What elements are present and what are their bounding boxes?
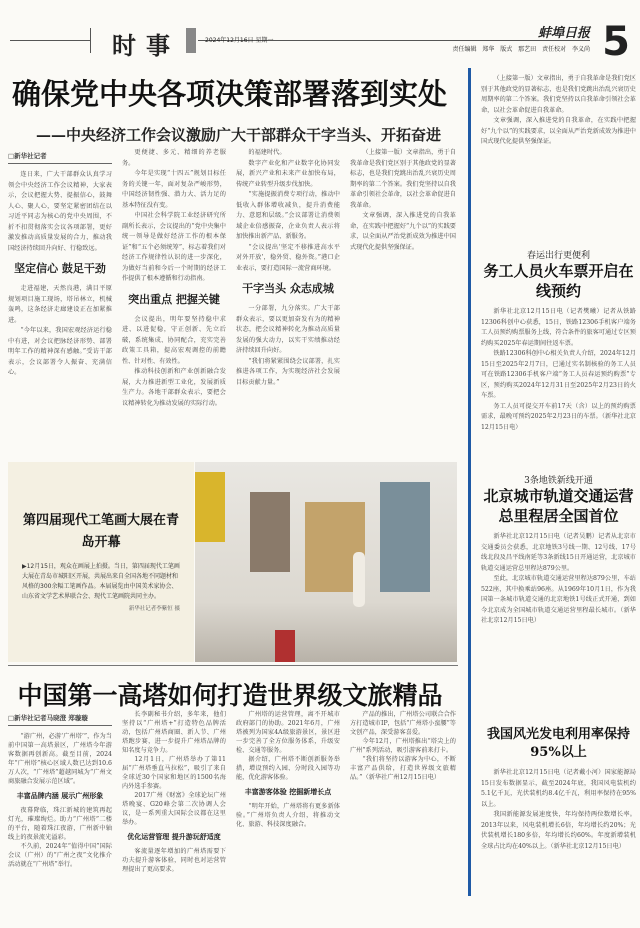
lead-subheading-1: 坚定信心 鼓足干劲 bbox=[14, 262, 106, 275]
header-rule-left bbox=[10, 40, 90, 41]
paragraph: 连日来，广大干部群众认真学习领会中央经济工作会议精神，大家表示，会议把握大势、提振信心，鼓舞人心、聚人心，要坚定紧密团结在以习近平同志为核心的党中央周围，不折不扣贯彻落实会议各项部署，更好激发推动高质量发展的合力，推动我国经济持续回升向好、行稳致远。 bbox=[8, 171, 112, 252]
painting bbox=[195, 472, 225, 542]
lead-column-3 bbox=[236, 148, 340, 458]
paragraph: 不久前，2024年“值得中国”国际会议（广州）的“广州之夜”文化推介活动就在“广州塔”举行。 bbox=[8, 843, 112, 868]
bottom-column-1 bbox=[8, 710, 112, 896]
feature-credit: 新华社记者李紫恒 摄 bbox=[128, 606, 180, 612]
metro-body bbox=[481, 532, 636, 718]
issue-date: 2024年12月16日 星期一 bbox=[205, 37, 274, 44]
paragraph: “我们将紧紧围绕会议部署，扎实推进各项工作，为实现经济社会发展目标贡献力量。” bbox=[236, 357, 340, 386]
painting bbox=[380, 482, 430, 592]
bottom-byline: □新华社记者马晓澄 郑璇璇 bbox=[8, 714, 112, 726]
lead-subheadline: ——中央经济工作会议激励广大干部群众干字当头、开拓奋进 bbox=[36, 126, 442, 144]
right-news-column bbox=[468, 68, 640, 896]
visitor-figure bbox=[353, 552, 365, 607]
paragraph: 2017广州《财富》全球论坛广州塔晚宴、G20峰会第二次协调人会议，是一系列重大国际会议都在这里举办。 bbox=[122, 792, 226, 826]
paragraph: 至此，北京城市轨道交通运营里程达879公里，车站522座，其中换乘站96座。从1969年10月1日，作为我国第一条城市轨道交通的北京地铁1号线正式开通，到如今北京成为全国城市轨道交通运营里程最长城市。（新华社北京12月15日电） bbox=[481, 575, 636, 624]
paragraph: 今年是实现“十四五”规划目标任务的关键一年，面对复杂严峻形势，中国经济韧性强、潜力大、活力足的基本特征没有变。 bbox=[122, 170, 226, 209]
paragraph: 铁路12306科创中心相关负责人介绍，2024年12月15日至2025年2月7日，已通过实名制核验的务工人员可在铁路12306手机客户端“务工人员春运预约购票”专区，预约购买2024年12月31日至2025年2月23日的火车票。 bbox=[481, 350, 636, 399]
newspaper-logo: 蚌埠日报 bbox=[537, 26, 590, 41]
lead-byline: □新华社记者 bbox=[8, 152, 112, 164]
energy-title: 我国风光发电利用率保持95%以上 bbox=[486, 727, 630, 760]
paragraph: 12月1日，广州塔举办了第11届“广州塔垂直马拉松”，吸引了来自全球近30个国家和地区的1500名海内外选手参赛。 bbox=[122, 756, 226, 790]
lead-subheading-3: 干字当头 众志成城 bbox=[242, 282, 334, 295]
lead-column-1 bbox=[8, 148, 112, 458]
paragraph: 新华社北京12月15日电（记者戴小河）国家能源局15日发布数据显示，截至2024年底，我国风电装机约5.1亿千瓦，光伏装机约8.4亿千瓦，利用率保持在95%以上。 bbox=[481, 769, 636, 808]
bottom-column-2 bbox=[122, 710, 226, 896]
lead-column-2 bbox=[122, 148, 226, 458]
header-tick bbox=[90, 28, 91, 53]
paragraph: 新华社北京12月15日电（记者樊曦）记者从铁路12306科创中心获悉，15日，铁路12306手机客户端务工人员预约购票服务上线，符合条件的旅客可通过专区预约购买2025年春运期间往返车票。 bbox=[481, 308, 636, 347]
paragraph: 夜幕降临，珠江新城的建筑再起灯光，璀璨绚烂。助力“广州塔”二楼的平台，随着珠江夜游，广州新中轴线上的夜景流光溢彩。 bbox=[8, 807, 112, 841]
paragraph: “会议提出‘坚定不移推进高水平对外开放’，稳外贸、稳外资。”港口企业表示，要打造国际一流营商环境。 bbox=[236, 243, 340, 272]
paragraph: 产品的推出，广州塔公司联合合作方打造城市IP，包括“广州塔小蛮腰”等文创产品，深受游客喜爱。 bbox=[350, 711, 456, 736]
feature-caption-box bbox=[8, 462, 194, 662]
paragraph: 文章强调，深入推进党的自我革命，在实践中把握好“九个以”的实践要求，以全面从严治党新成效为推进中国式现代化提供坚强保证。 bbox=[481, 117, 636, 145]
section-block bbox=[186, 28, 196, 53]
train-kicker: 春运出行更便利 bbox=[526, 251, 590, 261]
paragraph: 我国新能源发展速度快，年均保持两位数增长率。2013年以来，风电装机增长6倍，年均增长约20%；光伏装机增长180多倍，年均增长约60%。年度新增装机全球占比均在40%以上。（新华社北京12月15日电） bbox=[481, 811, 636, 850]
bottom-subheading-2: 优化运营管理 提升游玩舒适度 bbox=[127, 832, 221, 841]
bottom-column-3 bbox=[236, 710, 340, 896]
paragraph: 会议提出，明年要坚持稳中求进、以进促稳，守正创新、先立后破，系统集成、协同配合，充实完善政策工具箱，提高宏观调控的前瞻性、针对性、有效性。 bbox=[122, 315, 226, 365]
paragraph: “实施提振消费专项行动，推动中低收入群体增收减负，提升消费能力、意愿和层级。”会议部署让消费领域企业倍感振奋，企业负责人表示将加快推出新产品、新服务。 bbox=[236, 191, 340, 240]
lead-continuation bbox=[481, 74, 636, 240]
paragraph: 客流量逐年增加的广州塔需要下功夫提升游客体验，同时也对运营管理提出了更高要求。 bbox=[122, 848, 226, 873]
paragraph: （上接第一版）文章指出，勇于自我革命是我们党区别于其他政党的显著标志，也是我们党跳出治乱兴衰历史周期率的第二个答案。我们党坚持以自我革命引领社会革命，以社会革命促进自我革命。 bbox=[350, 149, 456, 209]
paragraph: 长李副秘书介绍，多年来，他们坚持以“广州塔+”打造特色品牌活动，包括广州塔商圈、新人节、广州塔跑步赛，进一步提升广州塔品牌的知名度与竞争力。 bbox=[122, 711, 226, 754]
energy-body bbox=[481, 768, 636, 928]
bottom-headline: 中国第一高塔如何打造世界级文旅精品 bbox=[17, 681, 443, 710]
paragraph: （上接第一版）文章指出，勇于自我革命是我们党区别于其他政党的显著标志，也是我们党跳出治乱兴衰历史周期率的第二个答案。我们党坚持以自我革命引领社会革命，以社会革命促进自我革命。 bbox=[481, 75, 636, 114]
divider bbox=[8, 665, 458, 666]
metro-title: 北京城市轨道交通运营总里程居全国首位 bbox=[483, 487, 634, 525]
paragraph: 新华社北京12月15日电（记者吴鹏）记者从北京市交通委员会获悉，北京地铁3号线一期、12号线、17号线北段及昌平线南延等3条新线15日开通运营，北京城市轨道交通运营总里程达879公里。 bbox=[481, 533, 636, 572]
paragraph: 一分部署，九分落实。广大干部群众表示，要以更加奋发有为的精神状态，把会议精神转化为推动高质量发展的强大动力，以实干实绩推动经济持续回升向好。 bbox=[236, 305, 340, 354]
paragraph: “游广州，必游‘广州塔’”，作为当前中国第一高塔景区，广州塔今年游客数据再创新高。截至目前，2024年“广州塔”核心区域人数已达到10.6万人次，“广州塔”超越同城为“广州文商旅融合发展示范区域”。 bbox=[8, 733, 112, 785]
feature-caption: ▶12月15日，观众在画展上拍摄。当日，第四届现代工笔画大展在青岛市城阳区开展，共展出来自全国各地不同题材和风格的300余幅工笔画作品。本届展览由中国美术家协会、山东省文学艺术界联合会、现代工笔画院共同主办。 bbox=[22, 563, 180, 600]
bottom-subheading-1: 丰富品牌内涵 展示广州形象 bbox=[16, 791, 104, 800]
metro-kicker: 3条地铁新线开通 bbox=[524, 476, 593, 486]
paragraph: 走进福建，天然良港，满目平原规划项目施工现场，塔吊林立，机械轰鸣，这条经济走廊建设正在加紧推进。 bbox=[8, 285, 112, 324]
paragraph: “今年以来，我国宏观经济运行稳中有进，对会议把脉经济形势、部署明年工作的精神深有感触。”受访干部表示，会议部署令人振奋、充满信心。 bbox=[8, 327, 112, 376]
lead-column-4 bbox=[350, 148, 456, 458]
paragraph: “明年开始，广州塔将有更多新体验。”广州塔负责人介绍，将推动文化、旅游、科技深度融合。 bbox=[236, 803, 340, 828]
editor-credits: 责任编辑 郑华 版式 那艺田 责任校对 李义尚 bbox=[452, 46, 590, 53]
paragraph: 的福建时代。 bbox=[248, 149, 286, 156]
paragraph: 今年12月，广州塔推出“塔尖上的广州”系列活动，吸引游客前来打卡。 bbox=[350, 738, 456, 754]
feature-title: 第四届现代工笔画大展在青岛开幕 bbox=[22, 513, 179, 550]
paragraph: 推动科技创新和产业创新融合发展，大力推进新型工业化，发展新质生产力。各地干部群众表示，要把会议精神转化为推动发展的实际行动。 bbox=[122, 368, 226, 407]
page-number: 5 bbox=[602, 19, 630, 65]
paragraph: 文章强调，深入推进党的自我革命，在实践中把握好“九个以”的实践要求，以全面从严治党新成效为推进中国式现代化提供坚强保证。 bbox=[350, 212, 456, 251]
paragraph: 中国社会科学院工业经济研究所副所长表示，会议提出的“党中央集中统一领导是做好经济工作的根本保证”和“五个必须统筹”，标志着我们对经济工作规律性认识的进一步深化，为做好当前和今后一个时期的经济工作提供了根本遵循和行动指南。 bbox=[122, 212, 226, 282]
bottom-subheading-3: 丰富游客体验 挖掘新增长点 bbox=[244, 787, 332, 796]
train-body bbox=[481, 307, 636, 465]
paragraph: “我们将坚持以游客为中心，不断丰富产品供给，打造世界级文旅精品。”（新华社广州12月15日电） bbox=[350, 756, 456, 781]
exhibition-photo bbox=[195, 462, 457, 662]
painting bbox=[250, 492, 290, 572]
train-title: 务工人员火车票开启在线预约 bbox=[483, 262, 634, 300]
paragraph: 更便捷、多元、精细的养老服务。 bbox=[122, 149, 226, 167]
painting-red bbox=[275, 630, 295, 662]
bottom-column-4 bbox=[350, 710, 456, 896]
paragraph: 数字产业化和产业数字化协同发展，新兴产业和未来产业加快布局，传统产业转型升级步伐加快。 bbox=[236, 159, 340, 188]
lead-subheading-2: 突出重点 把握关键 bbox=[128, 292, 220, 306]
lead-headline: 确保党中央各项决策部署落到实处 bbox=[12, 77, 448, 111]
paragraph: 务工人员可提交开车前17天（含）以上的预约购票需求，最晚可预约2025年2月23日的车票。（新华社北京12月15日电） bbox=[481, 402, 636, 431]
paragraph: 广州塔的运营管理，离不开城市政府部门的协助。2021年6月，广州塔被列为国家4A级旅游景区，景区进一步完善了全方位服务体系，升级安检、交通等服务。 bbox=[236, 711, 340, 754]
section-title: 时事 bbox=[112, 31, 180, 60]
paragraph: 据介绍，广州塔不断创新服务举措，增设预约入园、分时段入园等功能，优化游客体验。 bbox=[236, 756, 340, 781]
